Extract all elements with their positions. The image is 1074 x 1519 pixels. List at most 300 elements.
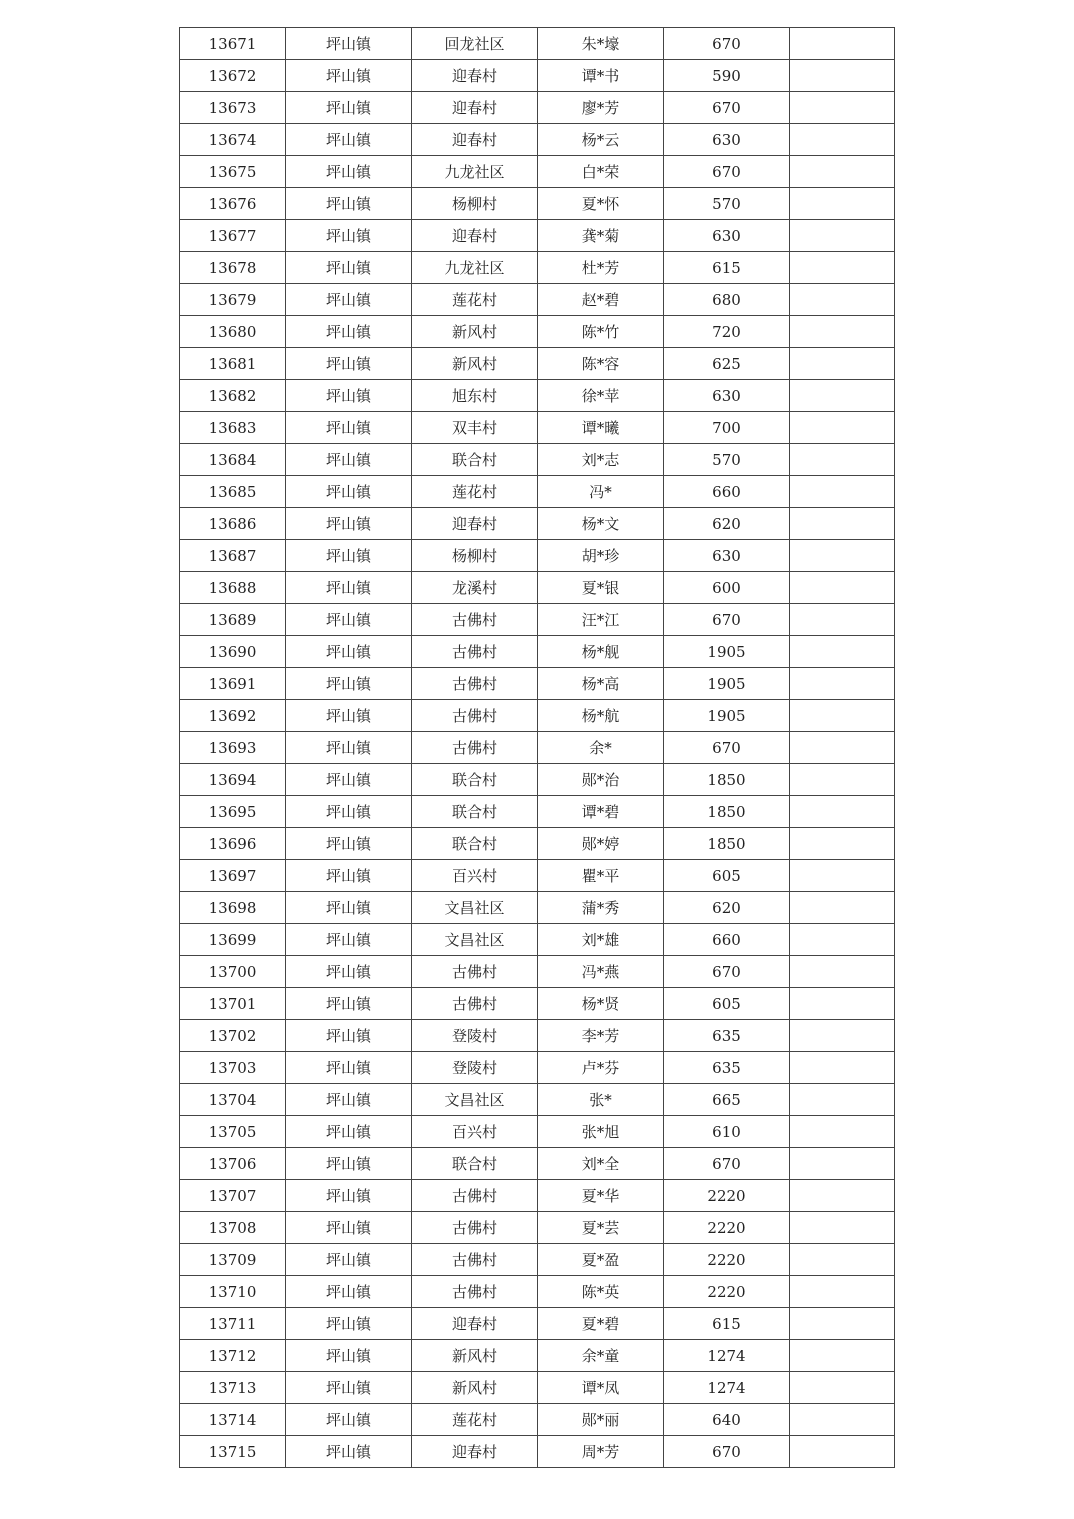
amount-cell: 630 (664, 540, 790, 572)
note-cell (790, 924, 895, 956)
town-cell: 坪山镇 (286, 828, 412, 860)
table-row (180, 604, 895, 636)
town-cell: 坪山镇 (286, 476, 412, 508)
town-cell: 坪山镇 (286, 1404, 412, 1436)
name-cell: 汪*江 (538, 604, 664, 636)
name-cell: 朱*壕 (538, 28, 664, 60)
note-cell (790, 700, 895, 732)
amount-cell: 605 (664, 860, 790, 892)
amount-cell: 640 (664, 1404, 790, 1436)
village-cell: 迎春村 (412, 124, 538, 156)
note-cell (790, 636, 895, 668)
note-cell (790, 1436, 895, 1468)
table-row (180, 1276, 895, 1308)
serial-number-cell: 13711 (180, 1308, 286, 1340)
table-body (180, 28, 895, 1468)
note-cell (790, 1116, 895, 1148)
village-cell: 迎春村 (412, 60, 538, 92)
village-cell: 九龙社区 (412, 252, 538, 284)
amount-cell: 680 (664, 284, 790, 316)
serial-number-cell: 13681 (180, 348, 286, 380)
town-cell: 坪山镇 (286, 892, 412, 924)
serial-number-cell: 13715 (180, 1436, 286, 1468)
amount-cell: 1850 (664, 796, 790, 828)
town-cell: 坪山镇 (286, 1116, 412, 1148)
note-cell (790, 380, 895, 412)
amount-cell: 1905 (664, 668, 790, 700)
village-cell: 百兴村 (412, 860, 538, 892)
note-cell (790, 828, 895, 860)
table-row (180, 188, 895, 220)
note-cell (790, 156, 895, 188)
serial-number-cell: 13692 (180, 700, 286, 732)
serial-number-cell: 13676 (180, 188, 286, 220)
village-cell: 古佛村 (412, 732, 538, 764)
serial-number-cell: 13677 (180, 220, 286, 252)
table-row (180, 1212, 895, 1244)
serial-number-cell: 13709 (180, 1244, 286, 1276)
village-cell: 古佛村 (412, 988, 538, 1020)
name-cell: 杜*芳 (538, 252, 664, 284)
village-cell: 古佛村 (412, 700, 538, 732)
note-cell (790, 348, 895, 380)
town-cell: 坪山镇 (286, 284, 412, 316)
note-cell (790, 476, 895, 508)
serial-number-cell: 13679 (180, 284, 286, 316)
note-cell (790, 220, 895, 252)
town-cell: 坪山镇 (286, 156, 412, 188)
serial-number-cell: 13684 (180, 444, 286, 476)
amount-cell: 1274 (664, 1372, 790, 1404)
table-row (180, 924, 895, 956)
town-cell: 坪山镇 (286, 380, 412, 412)
note-cell (790, 860, 895, 892)
amount-cell: 630 (664, 380, 790, 412)
village-cell: 新风村 (412, 1372, 538, 1404)
town-cell: 坪山镇 (286, 1372, 412, 1404)
note-cell (790, 284, 895, 316)
name-cell: 夏*芸 (538, 1212, 664, 1244)
name-cell: 余*童 (538, 1340, 664, 1372)
name-cell: 龚*菊 (538, 220, 664, 252)
note-cell (790, 1180, 895, 1212)
amount-cell: 600 (664, 572, 790, 604)
town-cell: 坪山镇 (286, 956, 412, 988)
serial-number-cell: 13678 (180, 252, 286, 284)
table-row (180, 1340, 895, 1372)
note-cell (790, 412, 895, 444)
amount-cell: 670 (664, 92, 790, 124)
name-cell: 周*芳 (538, 1436, 664, 1468)
note-cell (790, 1084, 895, 1116)
village-cell: 登陵村 (412, 1020, 538, 1052)
amount-cell: 670 (664, 956, 790, 988)
name-cell: 夏*怀 (538, 188, 664, 220)
table-row (180, 60, 895, 92)
village-cell: 百兴村 (412, 1116, 538, 1148)
serial-number-cell: 13701 (180, 988, 286, 1020)
town-cell: 坪山镇 (286, 252, 412, 284)
table-row (180, 412, 895, 444)
amount-cell: 635 (664, 1020, 790, 1052)
town-cell: 坪山镇 (286, 572, 412, 604)
serial-number-cell: 13683 (180, 412, 286, 444)
serial-number-cell: 13697 (180, 860, 286, 892)
amount-cell: 670 (664, 732, 790, 764)
serial-number-cell: 13693 (180, 732, 286, 764)
note-cell (790, 316, 895, 348)
amount-cell: 590 (664, 60, 790, 92)
town-cell: 坪山镇 (286, 124, 412, 156)
town-cell: 坪山镇 (286, 860, 412, 892)
amount-cell: 670 (664, 28, 790, 60)
town-cell: 坪山镇 (286, 988, 412, 1020)
amount-cell: 670 (664, 1436, 790, 1468)
amount-cell: 570 (664, 188, 790, 220)
town-cell: 坪山镇 (286, 636, 412, 668)
village-cell: 莲花村 (412, 284, 538, 316)
note-cell (790, 60, 895, 92)
note-cell (790, 124, 895, 156)
note-cell (790, 1308, 895, 1340)
table-row (180, 732, 895, 764)
town-cell: 坪山镇 (286, 924, 412, 956)
name-cell: 张*旭 (538, 1116, 664, 1148)
serial-number-cell: 13700 (180, 956, 286, 988)
village-cell: 古佛村 (412, 636, 538, 668)
village-cell: 迎春村 (412, 508, 538, 540)
town-cell: 坪山镇 (286, 220, 412, 252)
note-cell (790, 956, 895, 988)
name-cell: 谭*曦 (538, 412, 664, 444)
amount-cell: 660 (664, 476, 790, 508)
serial-number-cell: 13710 (180, 1276, 286, 1308)
village-cell: 双丰村 (412, 412, 538, 444)
town-cell: 坪山镇 (286, 60, 412, 92)
town-cell: 坪山镇 (286, 700, 412, 732)
village-cell: 新风村 (412, 316, 538, 348)
town-cell: 坪山镇 (286, 1308, 412, 1340)
table-row (180, 860, 895, 892)
note-cell (790, 1212, 895, 1244)
town-cell: 坪山镇 (286, 188, 412, 220)
town-cell: 坪山镇 (286, 508, 412, 540)
amount-cell: 630 (664, 124, 790, 156)
name-cell: 郧*治 (538, 764, 664, 796)
town-cell: 坪山镇 (286, 28, 412, 60)
note-cell (790, 444, 895, 476)
town-cell: 坪山镇 (286, 444, 412, 476)
name-cell: 刘*志 (538, 444, 664, 476)
amount-cell: 615 (664, 252, 790, 284)
note-cell (790, 252, 895, 284)
serial-number-cell: 13671 (180, 28, 286, 60)
village-cell: 迎春村 (412, 1308, 538, 1340)
village-cell: 文昌社区 (412, 1084, 538, 1116)
serial-number-cell: 13712 (180, 1340, 286, 1372)
table-row (180, 1244, 895, 1276)
name-cell: 杨*贤 (538, 988, 664, 1020)
note-cell (790, 1244, 895, 1276)
amount-cell: 660 (664, 924, 790, 956)
note-cell (790, 92, 895, 124)
name-cell: 廖*芳 (538, 92, 664, 124)
village-cell: 莲花村 (412, 476, 538, 508)
note-cell (790, 604, 895, 636)
name-cell: 白*荣 (538, 156, 664, 188)
amount-cell: 2220 (664, 1276, 790, 1308)
village-cell: 联合村 (412, 796, 538, 828)
town-cell: 坪山镇 (286, 1340, 412, 1372)
town-cell: 坪山镇 (286, 540, 412, 572)
amount-cell: 665 (664, 1084, 790, 1116)
note-cell (790, 668, 895, 700)
town-cell: 坪山镇 (286, 1148, 412, 1180)
note-cell (790, 1276, 895, 1308)
table-row (180, 156, 895, 188)
serial-number-cell: 13672 (180, 60, 286, 92)
name-cell: 刘*雄 (538, 924, 664, 956)
serial-number-cell: 13714 (180, 1404, 286, 1436)
amount-cell: 620 (664, 892, 790, 924)
name-cell: 夏*碧 (538, 1308, 664, 1340)
table-row (180, 220, 895, 252)
subsidy-table (179, 27, 895, 1468)
serial-number-cell: 13699 (180, 924, 286, 956)
name-cell: 杨*高 (538, 668, 664, 700)
name-cell: 夏*银 (538, 572, 664, 604)
serial-number-cell: 13708 (180, 1212, 286, 1244)
town-cell: 坪山镇 (286, 1084, 412, 1116)
amount-cell: 2220 (664, 1244, 790, 1276)
serial-number-cell: 13674 (180, 124, 286, 156)
name-cell: 杨*云 (538, 124, 664, 156)
village-cell: 莲花村 (412, 1404, 538, 1436)
table-row (180, 92, 895, 124)
table-row (180, 380, 895, 412)
table-row (180, 124, 895, 156)
town-cell: 坪山镇 (286, 316, 412, 348)
table-row (180, 1116, 895, 1148)
town-cell: 坪山镇 (286, 764, 412, 796)
village-cell: 古佛村 (412, 956, 538, 988)
table-row (180, 1020, 895, 1052)
table-row (180, 892, 895, 924)
note-cell (790, 1372, 895, 1404)
table-row (180, 476, 895, 508)
name-cell: 夏*盈 (538, 1244, 664, 1276)
serial-number-cell: 13698 (180, 892, 286, 924)
serial-number-cell: 13705 (180, 1116, 286, 1148)
serial-number-cell: 13689 (180, 604, 286, 636)
serial-number-cell: 13696 (180, 828, 286, 860)
document-page (179, 27, 894, 1468)
name-cell: 赵*碧 (538, 284, 664, 316)
note-cell (790, 188, 895, 220)
table-row (180, 1084, 895, 1116)
table-row (180, 956, 895, 988)
amount-cell: 630 (664, 220, 790, 252)
name-cell: 冯* (538, 476, 664, 508)
village-cell: 旭东村 (412, 380, 538, 412)
note-cell (790, 508, 895, 540)
name-cell: 谭*碧 (538, 796, 664, 828)
village-cell: 古佛村 (412, 1212, 538, 1244)
amount-cell: 700 (664, 412, 790, 444)
table-row (180, 252, 895, 284)
name-cell: 杨*文 (538, 508, 664, 540)
table-row (180, 828, 895, 860)
village-cell: 迎春村 (412, 1436, 538, 1468)
name-cell: 杨*航 (538, 700, 664, 732)
name-cell: 刘*全 (538, 1148, 664, 1180)
name-cell: 杨*舰 (538, 636, 664, 668)
amount-cell: 635 (664, 1052, 790, 1084)
village-cell: 联合村 (412, 444, 538, 476)
table-row (180, 28, 895, 60)
name-cell: 李*芳 (538, 1020, 664, 1052)
amount-cell: 2220 (664, 1212, 790, 1244)
serial-number-cell: 13690 (180, 636, 286, 668)
amount-cell: 1850 (664, 764, 790, 796)
name-cell: 陈*英 (538, 1276, 664, 1308)
name-cell: 郧*婷 (538, 828, 664, 860)
name-cell: 张* (538, 1084, 664, 1116)
town-cell: 坪山镇 (286, 412, 412, 444)
amount-cell: 605 (664, 988, 790, 1020)
town-cell: 坪山镇 (286, 92, 412, 124)
village-cell: 新风村 (412, 1340, 538, 1372)
table-row (180, 444, 895, 476)
town-cell: 坪山镇 (286, 1020, 412, 1052)
serial-number-cell: 13673 (180, 92, 286, 124)
note-cell (790, 572, 895, 604)
note-cell (790, 1340, 895, 1372)
name-cell: 冯*燕 (538, 956, 664, 988)
table-row (180, 1052, 895, 1084)
name-cell: 陈*容 (538, 348, 664, 380)
table-row (180, 988, 895, 1020)
name-cell: 卢*芬 (538, 1052, 664, 1084)
note-cell (790, 732, 895, 764)
name-cell: 徐*苹 (538, 380, 664, 412)
table-row (180, 572, 895, 604)
village-cell: 新风村 (412, 348, 538, 380)
town-cell: 坪山镇 (286, 796, 412, 828)
name-cell: 郧*丽 (538, 1404, 664, 1436)
note-cell (790, 1148, 895, 1180)
village-cell: 迎春村 (412, 220, 538, 252)
serial-number-cell: 13680 (180, 316, 286, 348)
serial-number-cell: 13706 (180, 1148, 286, 1180)
town-cell: 坪山镇 (286, 1244, 412, 1276)
village-cell: 回龙社区 (412, 28, 538, 60)
amount-cell: 1850 (664, 828, 790, 860)
table-row (180, 1372, 895, 1404)
table-row (180, 764, 895, 796)
serial-number-cell: 13707 (180, 1180, 286, 1212)
serial-number-cell: 13695 (180, 796, 286, 828)
note-cell (790, 988, 895, 1020)
table-row (180, 1308, 895, 1340)
amount-cell: 625 (664, 348, 790, 380)
serial-number-cell: 13691 (180, 668, 286, 700)
village-cell: 九龙社区 (412, 156, 538, 188)
name-cell: 陈*竹 (538, 316, 664, 348)
note-cell (790, 1020, 895, 1052)
name-cell: 余* (538, 732, 664, 764)
town-cell: 坪山镇 (286, 732, 412, 764)
amount-cell: 720 (664, 316, 790, 348)
table-row (180, 316, 895, 348)
name-cell: 胡*珍 (538, 540, 664, 572)
serial-number-cell: 13682 (180, 380, 286, 412)
table-row (180, 1404, 895, 1436)
table-row (180, 796, 895, 828)
table-row (180, 508, 895, 540)
village-cell: 联合村 (412, 764, 538, 796)
table-row (180, 700, 895, 732)
village-cell: 古佛村 (412, 1180, 538, 1212)
amount-cell: 1905 (664, 700, 790, 732)
town-cell: 坪山镇 (286, 1180, 412, 1212)
village-cell: 联合村 (412, 1148, 538, 1180)
amount-cell: 1905 (664, 636, 790, 668)
serial-number-cell: 13702 (180, 1020, 286, 1052)
village-cell: 文昌社区 (412, 924, 538, 956)
note-cell (790, 1404, 895, 1436)
amount-cell: 670 (664, 1148, 790, 1180)
table-row (180, 668, 895, 700)
table-row (180, 1180, 895, 1212)
town-cell: 坪山镇 (286, 348, 412, 380)
serial-number-cell: 13694 (180, 764, 286, 796)
serial-number-cell: 13675 (180, 156, 286, 188)
village-cell: 文昌社区 (412, 892, 538, 924)
town-cell: 坪山镇 (286, 1436, 412, 1468)
amount-cell: 615 (664, 1308, 790, 1340)
village-cell: 龙溪村 (412, 572, 538, 604)
town-cell: 坪山镇 (286, 668, 412, 700)
town-cell: 坪山镇 (286, 604, 412, 636)
town-cell: 坪山镇 (286, 1276, 412, 1308)
note-cell (790, 764, 895, 796)
serial-number-cell: 13687 (180, 540, 286, 572)
table-row (180, 636, 895, 668)
table-row (180, 1148, 895, 1180)
amount-cell: 670 (664, 156, 790, 188)
note-cell (790, 28, 895, 60)
amount-cell: 1274 (664, 1340, 790, 1372)
serial-number-cell: 13704 (180, 1084, 286, 1116)
village-cell: 古佛村 (412, 1276, 538, 1308)
table-row (180, 284, 895, 316)
serial-number-cell: 13703 (180, 1052, 286, 1084)
amount-cell: 670 (664, 604, 790, 636)
name-cell: 蒲*秀 (538, 892, 664, 924)
town-cell: 坪山镇 (286, 1052, 412, 1084)
table-row (180, 348, 895, 380)
village-cell: 迎春村 (412, 92, 538, 124)
amount-cell: 2220 (664, 1180, 790, 1212)
village-cell: 古佛村 (412, 1244, 538, 1276)
name-cell: 谭*书 (538, 60, 664, 92)
serial-number-cell: 13686 (180, 508, 286, 540)
serial-number-cell: 13685 (180, 476, 286, 508)
note-cell (790, 796, 895, 828)
village-cell: 联合村 (412, 828, 538, 860)
note-cell (790, 892, 895, 924)
